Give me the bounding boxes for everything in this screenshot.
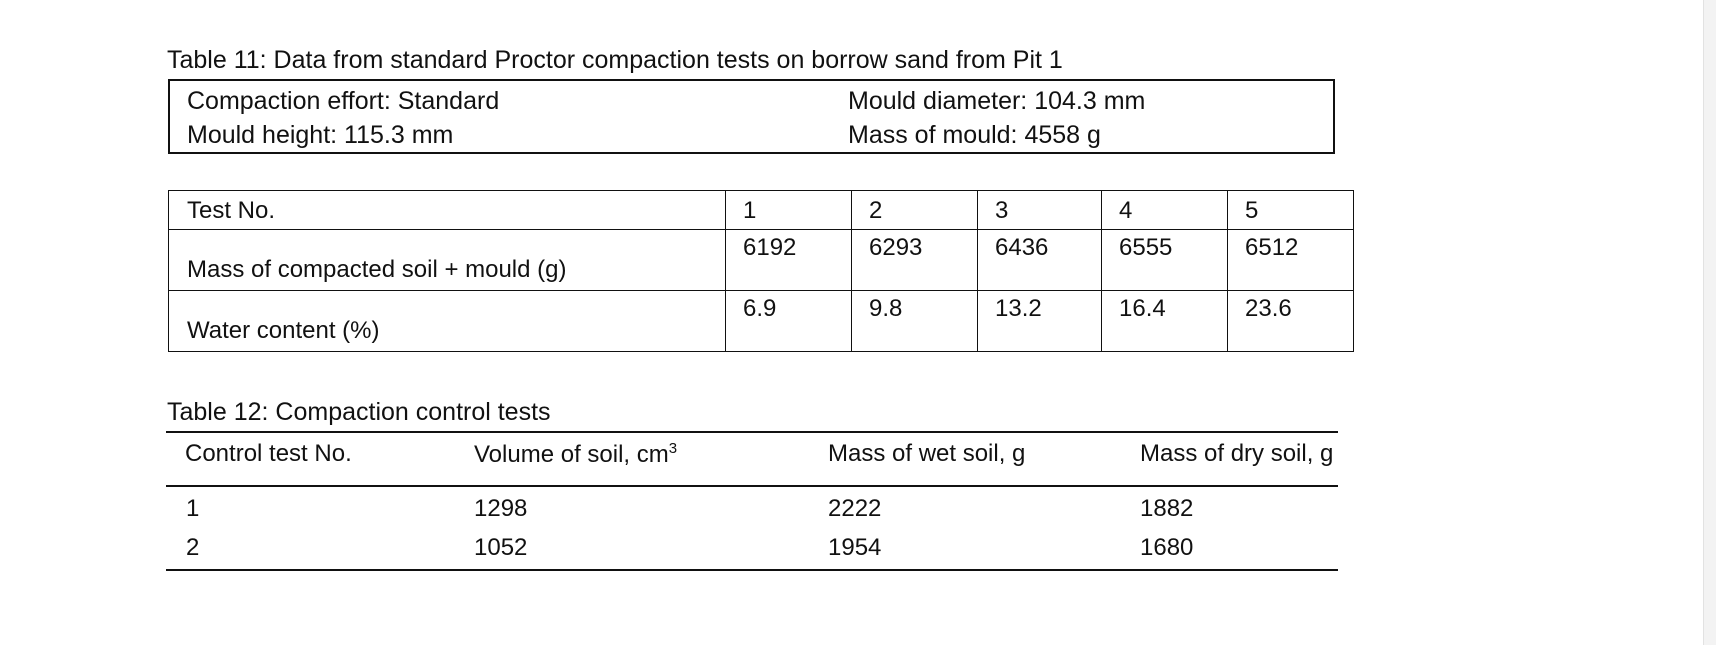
table-12-bottom-rule bbox=[166, 569, 1338, 571]
wet-mass-cell: 1954 bbox=[828, 534, 882, 561]
compaction-effort: Compaction effort: Standard bbox=[187, 87, 500, 115]
table-12-header-rule bbox=[166, 485, 1338, 487]
test-number-cell: 5 bbox=[1245, 197, 1259, 224]
volume-cell: 1298 bbox=[474, 495, 528, 522]
table-row bbox=[169, 191, 1354, 230]
water-content-cell: 23.6 bbox=[1245, 295, 1292, 322]
mould-diameter: Mould diameter: 104.3 mm bbox=[848, 87, 1146, 115]
test-number-cell: 4 bbox=[1119, 197, 1133, 224]
table-11-info-box bbox=[168, 79, 1335, 154]
water-content-cell: 9.8 bbox=[869, 295, 903, 322]
header-volume-label: Volume of soil, cm bbox=[474, 441, 669, 468]
control-test-no-cell: 1 bbox=[186, 495, 200, 522]
mass-cell: 6293 bbox=[869, 234, 923, 261]
mass-cell: 6436 bbox=[995, 234, 1049, 261]
header-control-test-no: Control test No. bbox=[185, 440, 352, 467]
wet-mass-cell: 2222 bbox=[828, 495, 882, 522]
header-dry-mass: Mass of dry soil, g bbox=[1140, 440, 1334, 467]
mould-height: Mould height: 115.3 mm bbox=[187, 121, 454, 149]
header-volume-superscript: 3 bbox=[668, 440, 678, 457]
table-12-caption: Table 12: Compaction control tests bbox=[167, 398, 551, 426]
table-11-data bbox=[168, 190, 1354, 352]
table-11-caption: Table 11: Data from standard Proctor compaction tests on borrow sand from Pit 1 bbox=[167, 46, 1063, 74]
test-number-cell: 3 bbox=[995, 197, 1009, 224]
table-row bbox=[169, 230, 1354, 291]
mass-cell: 6192 bbox=[743, 234, 797, 261]
dry-mass-cell: 1882 bbox=[1140, 495, 1194, 522]
mould-mass: Mass of mould: 4558 g bbox=[848, 121, 1101, 149]
volume-cell: 1052 bbox=[474, 534, 528, 561]
water-content-cell: 6.9 bbox=[743, 295, 777, 322]
mass-cell: 6555 bbox=[1119, 234, 1173, 261]
row-label-water: Water content (%) bbox=[187, 317, 380, 344]
row-label-mass: Mass of compacted soil + mould (g) bbox=[187, 256, 567, 283]
table-row bbox=[169, 291, 1354, 352]
header-volume bbox=[474, 440, 677, 469]
mass-cell: 6512 bbox=[1245, 234, 1299, 261]
test-number-cell: 2 bbox=[869, 197, 883, 224]
test-number-cell: 1 bbox=[743, 197, 757, 224]
dry-mass-cell: 1680 bbox=[1140, 534, 1194, 561]
table-12-top-rule bbox=[166, 431, 1338, 433]
row-label-test-no: Test No. bbox=[187, 197, 276, 224]
water-content-cell: 16.4 bbox=[1119, 295, 1166, 322]
water-content-cell: 13.2 bbox=[995, 295, 1042, 322]
window-edge bbox=[1703, 0, 1716, 645]
control-test-no-cell: 2 bbox=[186, 534, 200, 561]
header-wet-mass: Mass of wet soil, g bbox=[828, 440, 1026, 467]
